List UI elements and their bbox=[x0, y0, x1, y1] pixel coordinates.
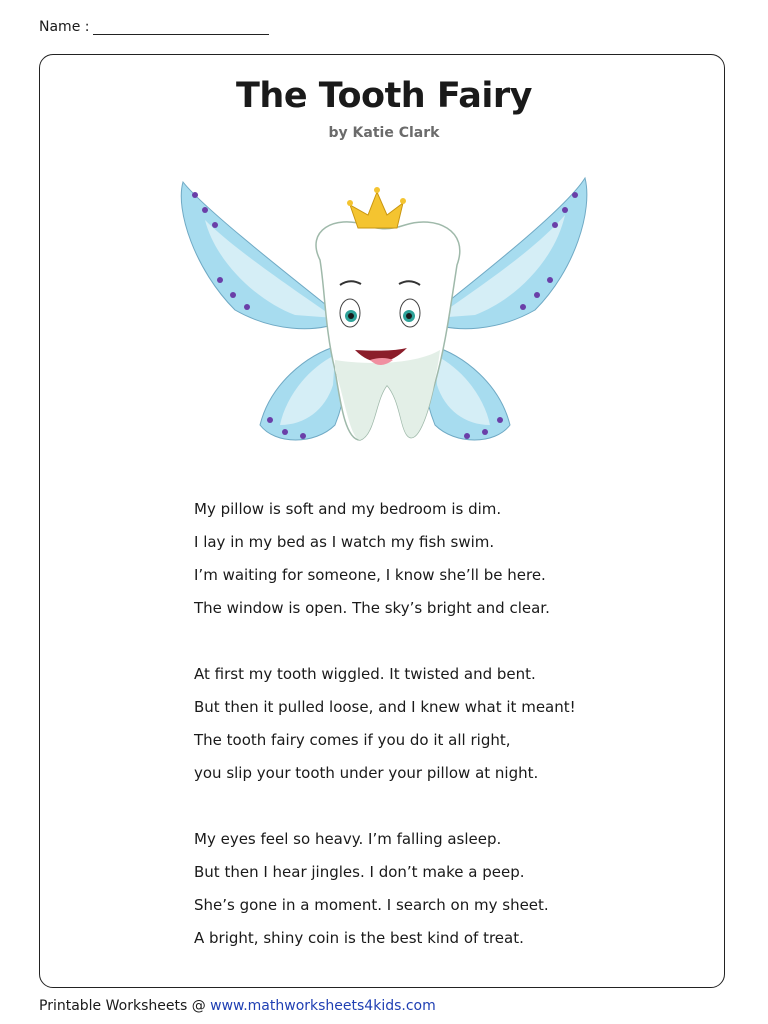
website-link[interactable]: www.mathworksheets4kids.com bbox=[210, 998, 436, 1014]
poem-line: you slip your tooth under your pillow at night. bbox=[194, 764, 539, 782]
poem-line: The window is open. The sky’s bright and clear. bbox=[194, 599, 550, 617]
author-byline: by Katie Clark bbox=[328, 125, 440, 141]
tooth-fairy-illustration bbox=[175, 170, 595, 480]
poem bbox=[194, 498, 714, 993]
stanza bbox=[194, 498, 714, 630]
footer bbox=[39, 998, 436, 1014]
poem-line: A bright, shiny coin is the best kind of treat. bbox=[194, 929, 524, 947]
poem-line: I’m waiting for someone, I know she’ll be here. bbox=[194, 566, 546, 584]
poem-line: At first my tooth wiggled. It twisted and bent. bbox=[194, 665, 536, 683]
poem-line: But then it pulled loose, and I knew what it meant! bbox=[194, 698, 576, 716]
poem-line: The tooth fairy comes if you do it all right, bbox=[194, 731, 511, 749]
poem-line: My eyes feel so heavy. I’m falling asleep. bbox=[194, 830, 502, 848]
stanza bbox=[194, 828, 714, 960]
name-field bbox=[39, 18, 269, 35]
poem-line: She’s gone in a moment. I search on my sheet. bbox=[194, 896, 549, 914]
name-blank-line bbox=[93, 18, 269, 35]
footer-label: Printable Worksheets @ bbox=[39, 998, 206, 1014]
name-label: Name : bbox=[39, 19, 90, 35]
stanza bbox=[194, 663, 714, 795]
page-title: The Tooth Fairy bbox=[236, 76, 532, 116]
poem-line: My pillow is soft and my bedroom is dim. bbox=[194, 500, 502, 518]
tooth-fairy-icon bbox=[175, 170, 595, 480]
poem-line: I lay in my bed as I watch my fish swim. bbox=[194, 533, 495, 551]
poem-line: But then I hear jingles. I don’t make a peep. bbox=[194, 863, 525, 881]
